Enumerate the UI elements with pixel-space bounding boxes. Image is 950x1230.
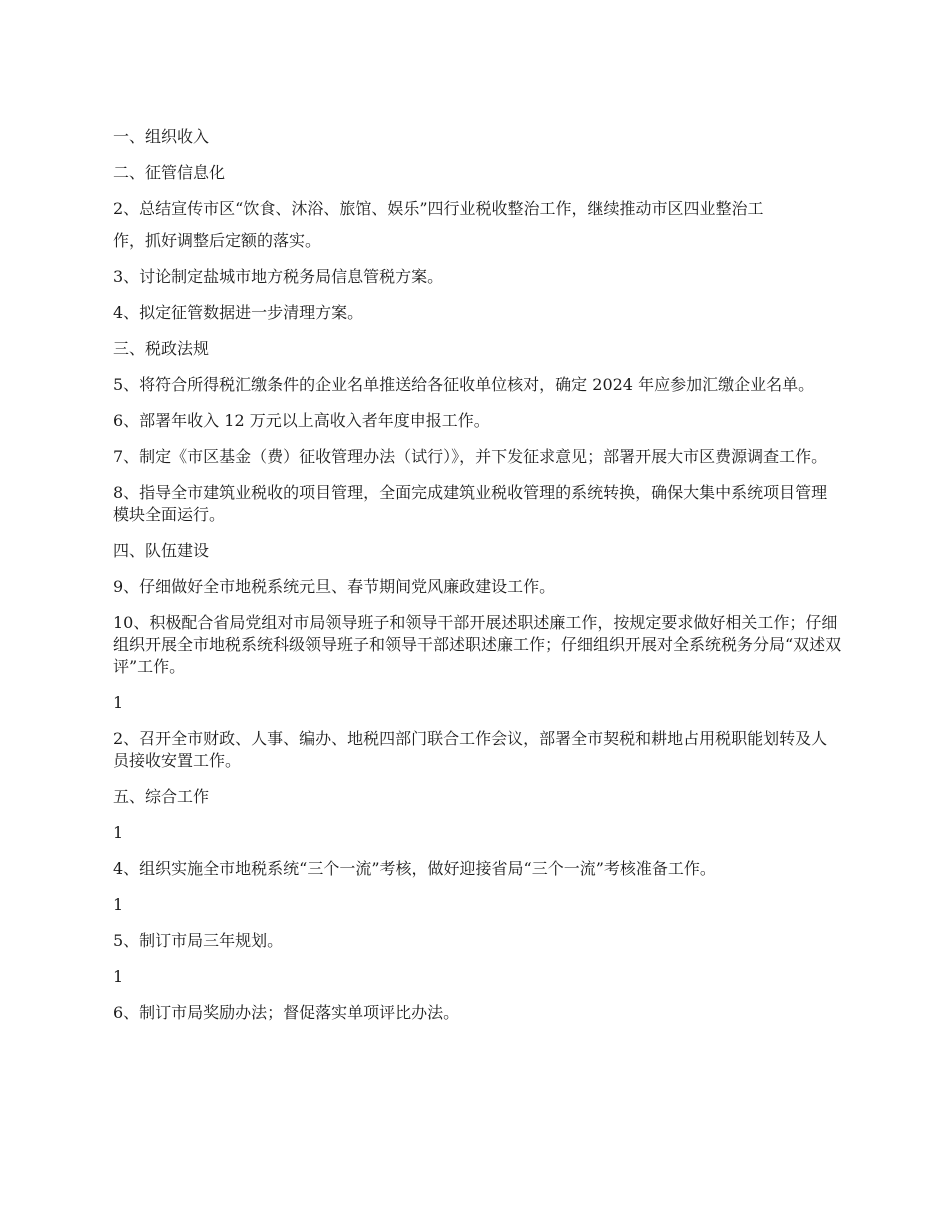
list-item: 10、积极配合省局党组对市局领导班子和领导干部开展述职述廉工作，按规定要求做好相关工作；仔细组织开展全市地税系统科级领导班子和领导干部述职述廉工作；仔细组织开展对全系统税务分局“双述双评”工作。 [113,613,842,676]
list-item: 3、讨论制定盐城市地方税务局信息管税方案。 [113,267,444,286]
list-item: 6、部署年收入 12 万元以上高收入者年度申报工作。 [113,411,490,430]
list-item: 5、将符合所得税汇缴条件的企业名单推送给各征收单位核对，确定 2024 年应参加汇缴企业名单。 [113,375,815,394]
section-heading-revenue: 一、组织收入 [113,127,210,146]
list-item: 8、指导全市建筑业税收的项目管理，全面完成建筑业税收管理的系统转换，确保大集中系统项目管理模块全面运行。 [113,483,828,524]
stray-number: 1 [113,895,124,914]
list-item-continuation: 作，抓好调整后定额的落实。 [113,231,322,250]
list-item: 4、拟定征管数据进一步清理方案。 [113,303,364,322]
section-heading-informatization: 二、征管信息化 [113,163,226,182]
list-item: 7、制定《市区基金（费）征收管理办法（试行）》，并下发征求意见；部署开展大市区费源调查工作。 [113,447,828,466]
stray-number: 1 [113,823,124,842]
list-item: 4、组织实施全市地税系统“三个一流”考核，做好迎接省局“三个一流”考核准备工作。 [113,859,716,878]
section-heading-team-building: 四、队伍建设 [113,541,210,560]
list-item: 9、仔细做好全市地税系统元旦、春节期间党风廉政建设工作。 [113,577,556,596]
stray-number: 1 [113,693,124,712]
list-item: 5、制订市局三年规划。 [113,931,284,950]
stray-number: 1 [113,967,124,986]
list-item: 2、总结宣传市区“饮食、沐浴、旅馆、娱乐”四行业税收整治工作，继续推动市区四业整治工 [113,199,764,218]
list-item: 6、制订市局奖励办法；督促落实单项评比办法。 [113,1003,460,1022]
document-body [113,126,843,1038]
section-heading-tax-policy: 三、税政法规 [113,339,210,358]
list-item: 2、召开全市财政、人事、编办、地税四部门联合工作会议，部署全市契税和耕地占用税职能划转及人员接收安置工作。 [113,729,828,770]
section-heading-comprehensive: 五、综合工作 [113,787,210,806]
